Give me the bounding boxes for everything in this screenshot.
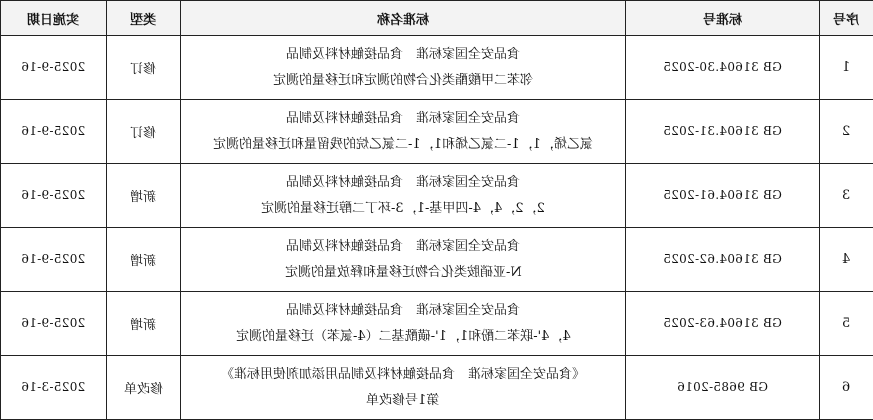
cell-name: 食品安全国家标准 食品接触材料及制品 N-亚硝胺类化合物迁移量和释放量的测定: [181, 228, 626, 292]
cell-type: 修改单: [107, 356, 181, 420]
header-name: 标准名称: [181, 1, 626, 36]
cell-standard: GB 9685-2016: [626, 356, 820, 420]
table-header-row: [1, 1, 873, 36]
table-row: [1, 36, 873, 100]
header-standard: 标准号: [626, 1, 820, 36]
table-row: [1, 356, 873, 420]
cell-standard: GB 31604.63-2025: [626, 292, 820, 356]
cell-seq: 6: [820, 356, 873, 420]
cell-name: 食品安全国家标准 食品接触材料及制品 4，4'-联苯二酚和1，1'-磺酰基二（4-氯苯）迁移量的测定: [181, 292, 626, 356]
cell-seq: 5: [820, 292, 873, 356]
cell-standard: GB 31604.62-2025: [626, 228, 820, 292]
cell-seq: 4: [820, 228, 873, 292]
cell-date: 2025-3-16: [1, 356, 107, 420]
cell-name: 食品安全国家标准 食品接触材料及制品 邻苯二甲酸酯类化合物的测定和迁移量的测定: [181, 36, 626, 100]
cell-name: 食品安全国家标准 食品接触材料及制品 氯乙烯，1，1-二氯乙烯和1，1-二氯乙烷的残留量和迁移量的测定: [181, 100, 626, 164]
cell-type: 新增: [107, 164, 181, 228]
header-type: 类型: [107, 1, 181, 36]
table-row: [1, 100, 873, 164]
header-seq: 序号: [820, 1, 873, 36]
cell-standard: GB 31604.31-2025: [626, 100, 820, 164]
cell-seq: 3: [820, 164, 873, 228]
cell-standard: GB 31604.30-2025: [626, 36, 820, 100]
table-row: [1, 164, 873, 228]
table-row: [1, 292, 873, 356]
cell-name: 《食品安全国家标准 食品接触材料及制品用添加剂使用标准》 第1号修改单: [181, 356, 626, 420]
cell-date: 2025-9-16: [1, 100, 107, 164]
cell-date: 2025-9-16: [1, 292, 107, 356]
cell-date: 2025-9-16: [1, 228, 107, 292]
cell-type: 新增: [107, 292, 181, 356]
header-date: 实施日期: [1, 1, 107, 36]
table-row: [1, 228, 873, 292]
cell-seq: 2: [820, 100, 873, 164]
cell-type: 修订: [107, 100, 181, 164]
cell-seq: 1: [820, 36, 873, 100]
cell-type: 新增: [107, 228, 181, 292]
cell-date: 2025-9-16: [1, 164, 107, 228]
cell-name: 食品安全国家标准 食品接触材料及制品 2，2，4，4-四甲基-1，3-环丁二醇迁移量的测定: [181, 164, 626, 228]
cell-standard: GB 31604.61-2025: [626, 164, 820, 228]
cell-date: 2025-9-16: [1, 36, 107, 100]
cell-type: 修订: [107, 36, 181, 100]
